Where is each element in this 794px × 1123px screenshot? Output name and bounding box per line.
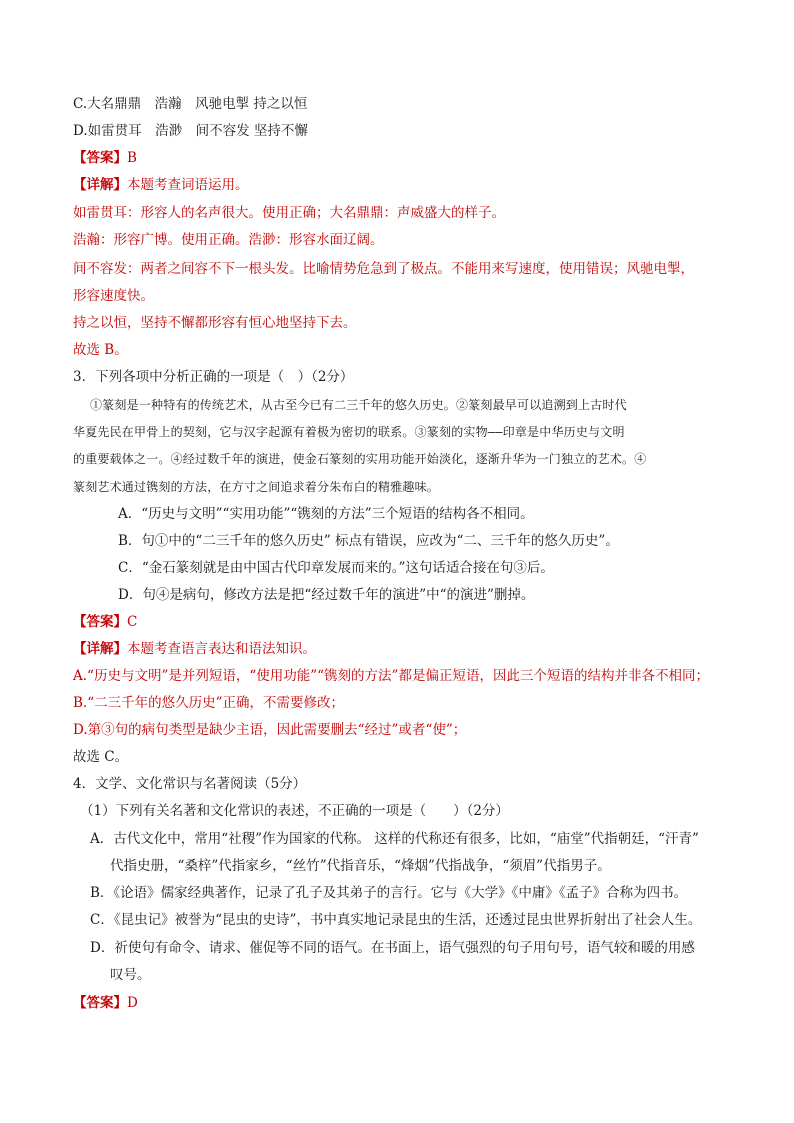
answer-1 (73, 147, 137, 169)
question-3-option-d: D．句④是病句，修改方法是把“经过数千年的演进”中“的演进”删掉。 (118, 587, 535, 603)
question-3-option-b: B．句①中的“二三千年的悠久历史” 标点有错误，应改为“二、三千年的悠久历史”。 (118, 533, 619, 549)
detail-tag: 【详解】 (73, 177, 127, 193)
passage-line: 篆刻艺术通过镌刻的方法，在方寸之间追求着分朱布白的精雅趣味。 (73, 480, 440, 494)
explanation-line: 故选 C。 (73, 749, 129, 765)
explanation-line: 如雷贯耳：形容人的名声很大。使用正确；大名鼎鼎：声威盛大的样子。 (73, 205, 505, 221)
answer-4 (73, 992, 138, 1014)
question-4-option-c: C．《昆虫记》被誉为“昆虫的史诗”，书中真实地记录昆虫的生活，还透过昆虫世界折射出了社会人生。 (90, 912, 702, 928)
explanation-line: 浩瀚：形容广博。使用正确。浩渺：形容水面辽阔。 (73, 232, 384, 248)
explanation-line: 形容速度快。 (73, 288, 154, 304)
answer-3 (73, 611, 137, 633)
passage-line: 的重要载体之一。④经过数千年的演进，使金石篆刻的实用功能开始淡化，逐渐升华为一门独立的艺术。④ (73, 452, 647, 466)
detail-3 (73, 638, 316, 660)
answer-value: B (127, 150, 137, 166)
question-3-stem: 3．下列各项中分析正确的一项是（ ）（2分） (73, 369, 354, 385)
passage-line: ①篆刻是一种特有的传统艺术，从古至今已有二三千年的悠久历史。②篆刻最早可以追溯到上古时代 (90, 398, 627, 412)
detail-1 (73, 174, 249, 196)
passage-line: 华夏先民在甲骨上的契刻，它与汉字起源有着极为密切的联系。③篆刻的实物——印章是中华历史与文明 (73, 425, 625, 439)
detail-text: 本题考查语言表达和语法知识。 (127, 641, 316, 657)
explanation-line: 故选 B。 (73, 342, 128, 358)
question-4-option-a-cont: 代指史册，“桑梓”代指家乡，“丝竹”代指音乐，“烽烟”代指战争，“须眉”代指男子。 (110, 858, 611, 874)
question-3-option-a: A．“历史与文明”“实用功能”“镌刻的方法”三个短语的结构各不相同。 (118, 506, 534, 522)
detail-tag: 【详解】 (73, 641, 127, 657)
explanation-line: A.“历史与文明”是并列短语，“使用功能”“镌刻的方法”都是偏正短语，因此三个短语的结构并非各不相同； (73, 668, 709, 684)
question-4-option-a: A．古代文化中，常用“社稷”作为国家的代称。 这样的代称还有很多，比如，“庙堂”代指朝廷，“汗青” (90, 831, 699, 847)
explanation-line: B.“二三千年的悠久历史”正确，不需要修改； (73, 695, 345, 711)
question-4-option-d: D．祈使句有命令、请求、催促等不同的语气。在书面上，语气强烈的句子用句号，语气较和暖的用感 (90, 940, 695, 956)
answer-value: D (127, 995, 138, 1011)
question-4-option-d-cont: 叹号。 (110, 967, 151, 983)
option-c-line: C.大名鼎鼎 浩瀚 风驰电掣 持之以恒 (73, 96, 308, 112)
explanation-line: D.第③句的病句类型是缺少主语，因此需要删去“经过”或者“使”； (73, 722, 467, 738)
answer-tag: 【答案】 (73, 995, 127, 1011)
detail-text: 本题考查词语运用。 (127, 177, 249, 193)
option-d-line: D.如雷贯耳 浩渺 间不容发 坚持不懈 (73, 123, 308, 139)
question-3-option-c: C．“金石篆刻就是由中国古代印章发展而来的。”这句话适合接在句③后。 (118, 560, 554, 576)
explanation-line: 间不容发：两者之间容不下一根头发。比喻情势危急到了极点。不能用来写速度，使用错误；风驰电掣， (73, 261, 694, 277)
question-4-1-stem: （1）下列有关名著和文化常识的表述，不正确的一项是（ ）（2分） (80, 803, 509, 819)
question-4-stem: 4．文学、文化常识与名著阅读（5分） (73, 776, 307, 792)
explanation-line: 持之以恒，坚持不懈都形容有恒心地坚持下去。 (73, 315, 357, 331)
question-4-option-b: B．《论语》儒家经典著作，记录了孔子及其弟子的言行。它与《大学》《中庸》《孟子》合称为四书。 (90, 885, 688, 901)
answer-tag: 【答案】 (73, 614, 127, 630)
answer-tag: 【答案】 (73, 150, 127, 166)
answer-value: C (127, 614, 138, 630)
